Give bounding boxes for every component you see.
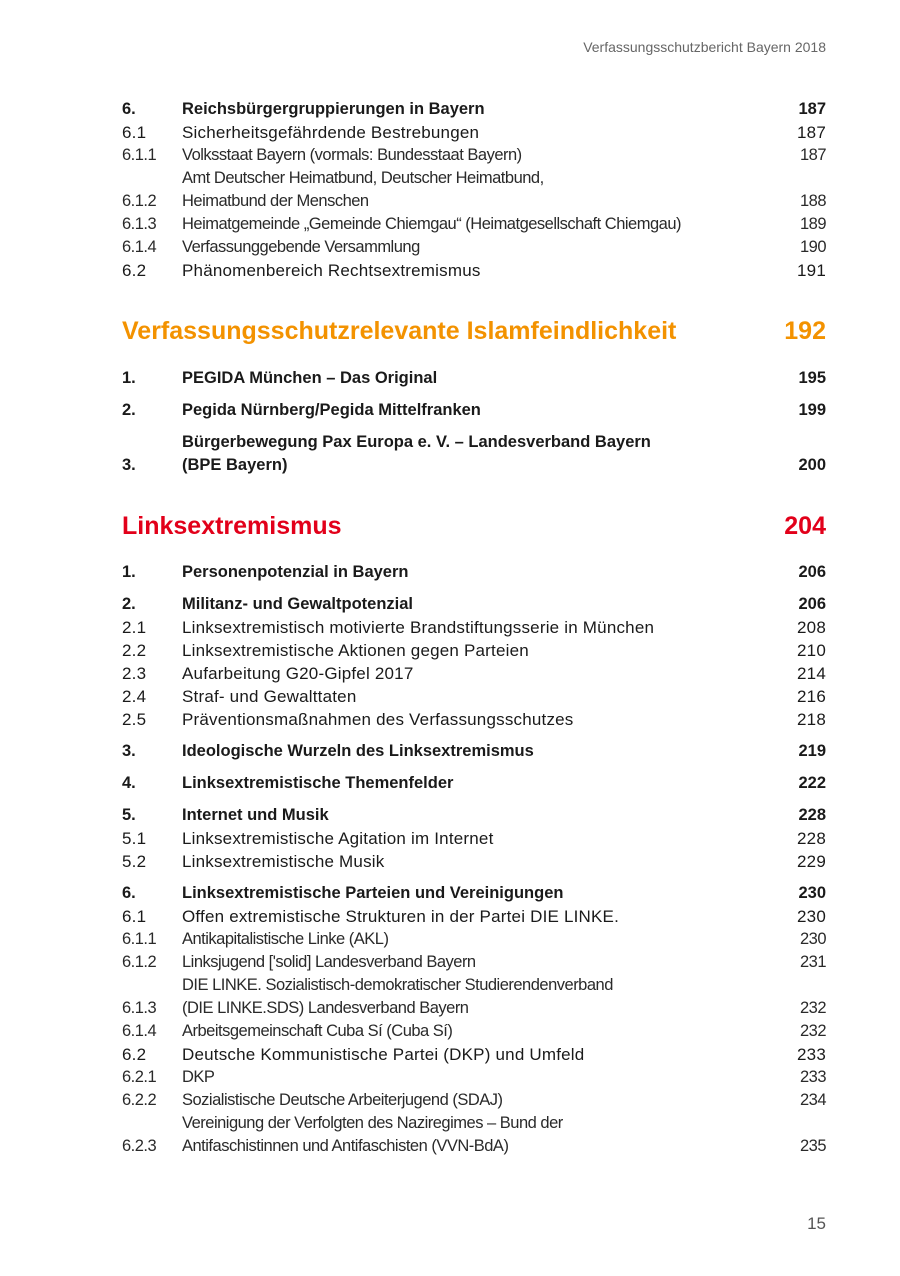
entry-page: 187 (798, 100, 826, 118)
chapter-title: Verfassungsschutzrelevante Islamfeindlichkeit (122, 317, 677, 345)
toc-section-reichsbuerger (122, 98, 826, 282)
entry-number: 6.1 (122, 123, 147, 142)
toc-entry[interactable] (122, 882, 826, 905)
entry-page: 191 (797, 261, 826, 280)
chapter-page: 204 (784, 512, 826, 540)
entry-title: Linksextremistische Agitation im Internet (182, 829, 494, 848)
toc-entry[interactable] (122, 399, 826, 422)
entry-page: 190 (799, 238, 826, 256)
entry-page: 195 (798, 369, 826, 387)
entry-number: 2.4 (122, 687, 147, 706)
toc-entry[interactable] (122, 593, 826, 616)
entry-title: Linksjugend ['solid] Landesverband Bayern (182, 953, 476, 971)
entry-title: Straf- und Gewalttaten (182, 687, 357, 706)
entry-number: 6.1.4 (122, 1022, 157, 1040)
toc-entry[interactable] (122, 121, 826, 144)
entry-number: 6.1.1 (122, 146, 157, 164)
entry-number: 6.2.2 (122, 1091, 157, 1109)
entry-number: 2. (122, 401, 136, 419)
entry-number: 1. (122, 563, 136, 581)
entry-number: 1. (122, 369, 136, 387)
entry-number: 6.1.2 (122, 953, 157, 971)
entry-title: Sozialistische Deutsche Arbeiterjugend (SDAJ) (182, 1091, 503, 1109)
toc-entry[interactable] (122, 1020, 826, 1043)
entry-number: 5. (122, 806, 136, 824)
entry-title: Pegida Nürnberg/Pegida Mittelfranken (182, 401, 481, 419)
entry-page: 232 (799, 999, 826, 1017)
entry-number: 6.2.3 (122, 1137, 157, 1155)
toc-entry[interactable] (122, 167, 826, 213)
entry-page: 219 (798, 742, 826, 760)
toc-entry[interactable] (122, 951, 826, 974)
entry-page: 210 (797, 641, 826, 660)
toc-entry[interactable] (122, 772, 826, 795)
entry-page: 230 (798, 884, 826, 902)
entry-number: 2.3 (122, 664, 147, 683)
entry-title: Sicherheitsgefährdende Bestrebungen (182, 123, 480, 142)
entry-title: Linksextremistisch motivierte Brandstiftungsserie in München (182, 618, 655, 637)
entry-title: PEGIDA München – Das Original (182, 369, 438, 387)
entry-page: 189 (799, 215, 826, 233)
toc-entry[interactable] (122, 850, 826, 873)
entry-title: Präventionsmaßnahmen des Verfassungsschutzes (182, 710, 574, 729)
entry-number: 4. (122, 774, 136, 792)
entry-title: Vereinigung der Verfolgten des Naziregimes – Bund der Antifaschistinnen und Antifaschisten (VVN-BdA) (182, 1114, 563, 1155)
toc-entry[interactable] (122, 1043, 826, 1066)
entry-number: 6.1.3 (122, 215, 157, 233)
toc-entry[interactable] (122, 740, 826, 763)
toc-entry[interactable] (122, 639, 826, 662)
entry-title: Arbeitsgemeinschaft Cuba Sí (Cuba Sí) (182, 1022, 453, 1040)
toc-entry[interactable] (122, 662, 826, 685)
entry-number: 6.2.1 (122, 1068, 157, 1086)
entry-page: 216 (797, 687, 826, 706)
entry-number: 5.1 (122, 829, 147, 848)
entry-page: 206 (798, 595, 826, 613)
toc-entry[interactable] (122, 561, 826, 584)
entry-title: Deutsche Kommunistische Partei (DKP) und Umfeld (182, 1045, 585, 1064)
toc-entry[interactable] (122, 431, 826, 477)
entry-number: 6.1.1 (122, 930, 157, 948)
entry-page: 228 (797, 829, 826, 848)
entry-number: 2. (122, 595, 136, 613)
page-number: 15 (807, 1214, 826, 1233)
entry-number: 6.1.3 (122, 999, 157, 1017)
entry-page: 229 (797, 852, 826, 871)
entry-number: 6. (122, 884, 136, 902)
toc-entry[interactable] (122, 98, 826, 121)
entry-page: 230 (797, 907, 826, 926)
toc-entry[interactable] (122, 827, 826, 850)
entry-page: 232 (799, 1022, 826, 1040)
entry-number: 6.1.2 (122, 192, 157, 210)
entry-page: 187 (799, 146, 826, 164)
toc-entry[interactable] (122, 236, 826, 259)
toc-entry[interactable] (122, 144, 826, 167)
toc-section-islamfeindlichkeit (122, 367, 826, 477)
toc-entry[interactable] (122, 367, 826, 390)
entry-title: Linksextremistische Parteien und Vereinigungen (182, 884, 564, 902)
entry-page: 187 (797, 123, 826, 142)
entry-page: 200 (798, 456, 826, 474)
toc-entry[interactable] (122, 616, 826, 639)
entry-title: Reichsbürgergruppierungen in Bayern (182, 100, 485, 118)
toc-section-linksextremismus (122, 561, 826, 1158)
entry-page: 234 (799, 1091, 826, 1109)
chapter-page: 192 (784, 317, 826, 345)
toc-entry[interactable] (122, 708, 826, 731)
entry-number: 2.5 (122, 710, 147, 729)
entry-title: Internet und Musik (182, 806, 329, 824)
toc-entry[interactable] (122, 804, 826, 827)
toc-entry[interactable] (122, 928, 826, 951)
entry-title: Volksstaat Bayern (vormals: Bundesstaat Bayern) (182, 146, 522, 164)
toc-entry[interactable] (122, 259, 826, 282)
toc-entry[interactable] (122, 974, 826, 1020)
running-header: Verfassungsschutzbericht Bayern 2018 (583, 39, 826, 55)
entry-title: DIE LINKE. Sozialistisch-demokratischer Studierendenverband (DIE LINKE.SDS) Landesverband Bayern (182, 976, 613, 1017)
toc-entry[interactable] (122, 1112, 826, 1158)
entry-title: Heimatgemeinde „Gemeinde Chiemgau“ (Heimatgesellschaft Chiemgau) (182, 215, 681, 233)
entry-title: Personenpotenzial in Bayern (182, 563, 409, 581)
entry-page: 199 (798, 401, 826, 419)
entry-number: 3. (122, 742, 136, 760)
entry-number: 6. (122, 100, 136, 118)
entry-title: Linksextremistische Themenfelder (182, 774, 454, 792)
entry-number: 2.2 (122, 641, 147, 660)
chapter-heading-islamfeindlichkeit[interactable] (122, 316, 826, 346)
toc-entry[interactable] (122, 685, 826, 708)
entry-page: 230 (799, 930, 826, 948)
entry-title: Militanz- und Gewaltpotenzial (182, 595, 413, 613)
entry-page: 228 (798, 806, 826, 824)
entry-title: Aufarbeitung G20-Gipfel 2017 (182, 664, 414, 683)
toc-entry[interactable] (122, 905, 826, 928)
entry-page: 233 (799, 1068, 826, 1086)
toc-entry[interactable] (122, 213, 826, 236)
entry-title: Verfassunggebende Versammlung (182, 238, 420, 256)
entry-number: 2.1 (122, 618, 147, 637)
entry-title: Amt Deutscher Heimatbund, Deutscher Heimatbund, Heimatbund der Menschen (182, 169, 544, 210)
entry-page: 208 (797, 618, 826, 637)
entry-number: 6.2 (122, 261, 147, 280)
entry-number: 5.2 (122, 852, 147, 871)
toc-entry[interactable] (122, 1089, 826, 1112)
entry-page: 214 (797, 664, 826, 683)
entry-title: Linksextremistische Musik (182, 852, 385, 871)
entry-title: Bürgerbewegung Pax Europa e. V. – Landesverband Bayern (BPE Bayern) (182, 433, 651, 474)
entry-number: 3. (122, 456, 136, 474)
entry-page: 235 (799, 1137, 826, 1155)
entry-number: 6.1 (122, 907, 147, 926)
entry-title: Phänomenbereich Rechtsextremismus (182, 261, 481, 280)
entry-number: 6.1.4 (122, 238, 157, 256)
entry-title: DKP (182, 1068, 215, 1086)
entry-page: 233 (797, 1045, 826, 1064)
chapter-title: Linksextremismus (122, 512, 342, 540)
entry-title: Offen extremistische Strukturen in der Partei DIE LINKE. (182, 907, 620, 926)
toc-entry[interactable] (122, 1066, 826, 1089)
entry-page: 231 (799, 953, 826, 971)
entry-title: Antikapitalistische Linke (AKL) (182, 930, 389, 948)
entry-title: Linksextremistische Aktionen gegen Parteien (182, 641, 529, 660)
entry-number: 6.2 (122, 1045, 147, 1064)
chapter-heading-linksextremismus[interactable] (122, 511, 826, 541)
entry-page: 188 (799, 192, 826, 210)
entry-page: 218 (797, 710, 826, 729)
entry-title: Ideologische Wurzeln des Linksextremismus (182, 742, 534, 760)
entry-page: 222 (798, 774, 826, 792)
entry-page: 206 (798, 563, 826, 581)
